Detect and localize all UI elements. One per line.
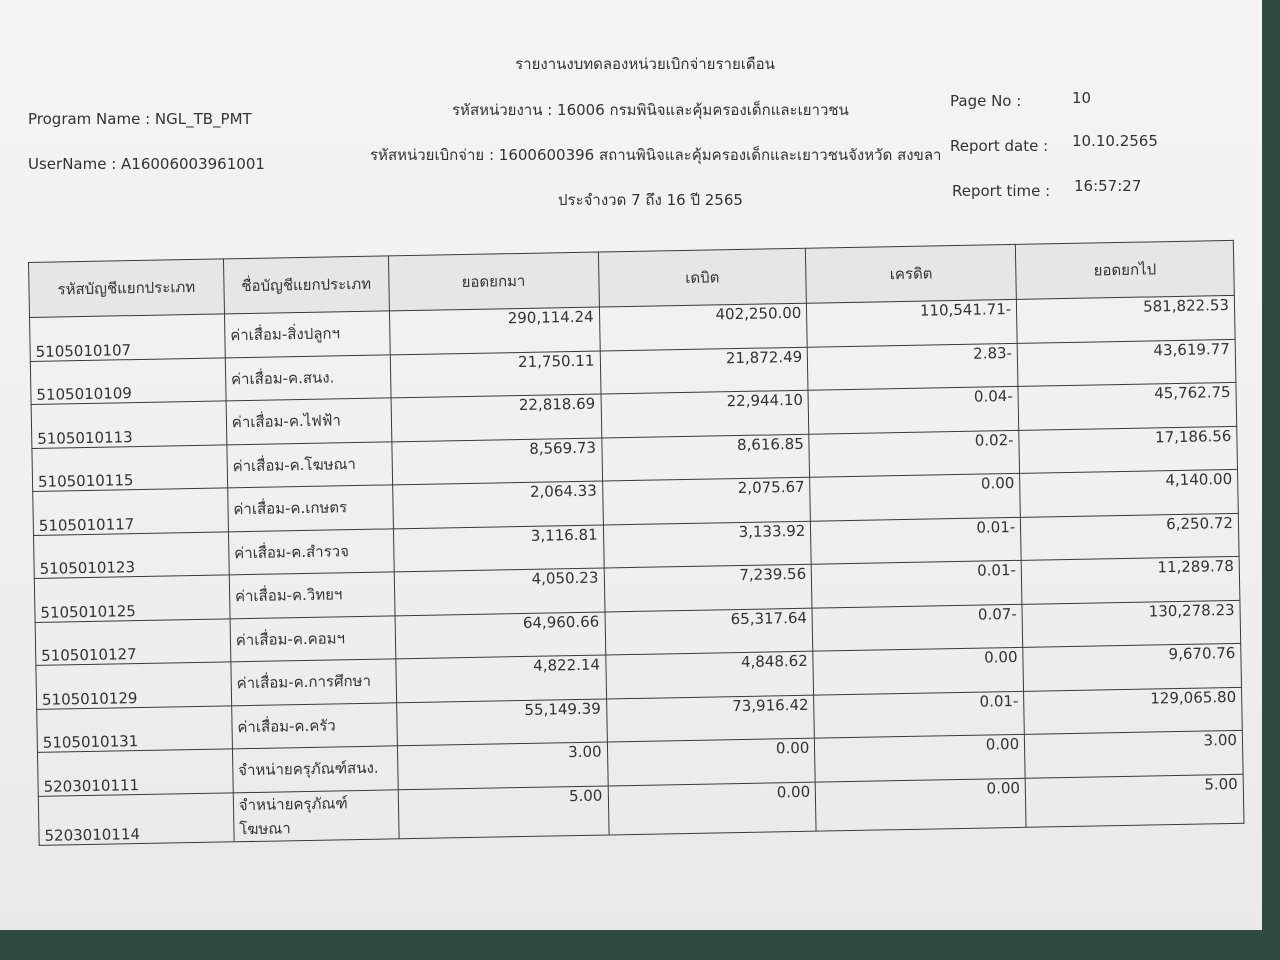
opening-balance: 22,818.69 [391,394,602,441]
opening-balance: 64,960.66 [395,611,606,658]
column-header-opening-balance: ยอดยกมา [388,252,599,311]
debit: 21,872.49 [600,347,809,394]
account-code: 5105010129 [36,662,232,709]
debit: 2,075.67 [602,477,811,524]
opening-balance: 2,064.33 [392,481,603,528]
account-code: 5203010111 [37,749,233,796]
credit: 110,541.71- [807,299,1018,346]
debit: 4,848.62 [605,651,814,698]
opening-balance: 3.00 [397,742,608,789]
report-date-label: Report date : [950,137,1049,155]
report-time-value: 16:57:27 [1074,177,1142,195]
account-code: 5105010113 [31,401,227,448]
account-code: 5105010109 [30,357,226,404]
opening-balance: 290,114.24 [389,307,600,354]
account-name: จำหน่ายครุภัณฑ์สนง. [232,746,398,793]
account-name: ค่าเสื่อม-ค.สำรวจ [228,528,394,575]
account-name: ค่าเสื่อม-สิ่งปลูกฯ [224,311,390,358]
page-no-value: 10 [1072,89,1092,107]
credit: 0.02- [809,430,1020,477]
account-name: ค่าเสื่อม-ค.สนง. [225,354,391,401]
closing-balance: 9,670.76 [1023,643,1242,690]
period-line: ประจำงวด 7 ถึง 16 ปี 2565 [558,191,743,209]
account-code: 5105010107 [30,314,226,361]
debit: 73,916.42 [606,695,815,742]
column-header-account-code: รหัสบัญชีแยกประเภท [29,259,225,318]
account-code: 5105010131 [37,705,233,752]
credit: 0.07- [812,604,1023,651]
column-header-debit: เดบิต [598,248,807,307]
credit: 0.00 [815,778,1026,831]
disbursement-unit-line: รหัสหน่วยเบิกจ่าย : 1600600396 สถานพินิจและคุ้มครองเด็กและเยาวชนจังหวัด สงขลา [370,146,942,164]
credit: 0.00 [813,647,1024,694]
closing-balance: 45,762.75 [1018,382,1237,429]
credit: 0.01- [811,517,1022,564]
account-code: 5105010123 [34,531,230,578]
debit: 22,944.10 [601,390,810,437]
closing-balance: 43,619.77 [1017,339,1236,386]
account-name: ค่าเสื่อม-ค.การศึกษา [231,659,397,706]
report-time-label: Report time : [952,182,1051,200]
program-name: Program Name : NGL_TB_PMT [28,110,252,128]
closing-balance: 130,278.23 [1022,600,1241,647]
closing-balance: 3.00 [1024,730,1243,777]
closing-balance: 11,289.78 [1021,556,1240,603]
trial-balance-table [28,240,1244,846]
opening-balance: 55,149.39 [396,698,607,745]
debit: 3,133.92 [603,521,812,568]
credit: 2.83- [808,343,1019,390]
opening-balance: 21,750.11 [390,351,601,398]
report-title: รายงานงบทดลองหน่วยเบิกจ่ายรายเดือน [515,55,775,73]
account-code: 5203010114 [38,792,234,845]
credit: 0.00 [810,473,1021,520]
debit: 402,250.00 [599,303,808,350]
report-date-value: 10.10.2565 [1072,132,1158,150]
opening-balance: 8,569.73 [392,438,603,485]
agency-code-line: รหัสหน่วยงาน : 16006 กรมพินิจและคุ้มครองเด็กและเยาวชน [452,101,849,119]
account-code: 5105010125 [34,575,230,622]
account-name: จำหน่ายครุภัณฑ์โฆษณา [233,789,399,841]
opening-balance: 4,822.14 [396,655,607,702]
closing-balance: 17,186.56 [1019,426,1238,473]
account-name: ค่าเสื่อม-ค.เกษตร [228,485,394,532]
account-name: ค่าเสื่อม-ค.โฆษณา [227,441,393,488]
account-code: 5105010127 [35,618,231,665]
opening-balance: 4,050.23 [394,568,605,615]
debit: 7,239.56 [604,564,813,611]
debit: 0.00 [607,738,816,785]
account-name: ค่าเสื่อม-ค.ครัว [232,702,398,749]
debit: 8,616.85 [601,434,810,481]
column-header-account-name: ชื่อบัญชีแยกประเภท [223,256,389,314]
opening-balance: 3,116.81 [393,525,604,572]
debit: 65,317.64 [605,608,814,655]
account-code: 5105010115 [32,444,228,491]
username: UserName : A16006003961001 [28,155,265,173]
column-header-closing-balance: ยอดยกไป [1015,240,1234,299]
account-name: ค่าเสื่อม-ค.วิทยฯ [229,572,395,619]
closing-balance: 4,140.00 [1020,469,1239,516]
account-name: ค่าเสื่อม-ค.คอมฯ [230,615,396,662]
closing-balance: 581,822.53 [1017,295,1236,342]
credit: 0.01- [814,691,1025,738]
account-code: 5105010117 [33,488,229,535]
column-header-credit: เครดิต [806,244,1017,303]
page-no-label: Page No : [950,92,1022,110]
opening-balance: 5.00 [398,785,609,838]
closing-balance: 5.00 [1025,774,1244,827]
credit: 0.01- [811,560,1022,607]
closing-balance: 6,250.72 [1020,513,1239,560]
closing-balance: 129,065.80 [1024,687,1243,734]
account-name: ค่าเสื่อม-ค.ไฟฟ้า [226,398,392,445]
credit: 0.04- [808,386,1019,433]
debit: 0.00 [608,782,817,835]
credit: 0.00 [815,734,1026,781]
